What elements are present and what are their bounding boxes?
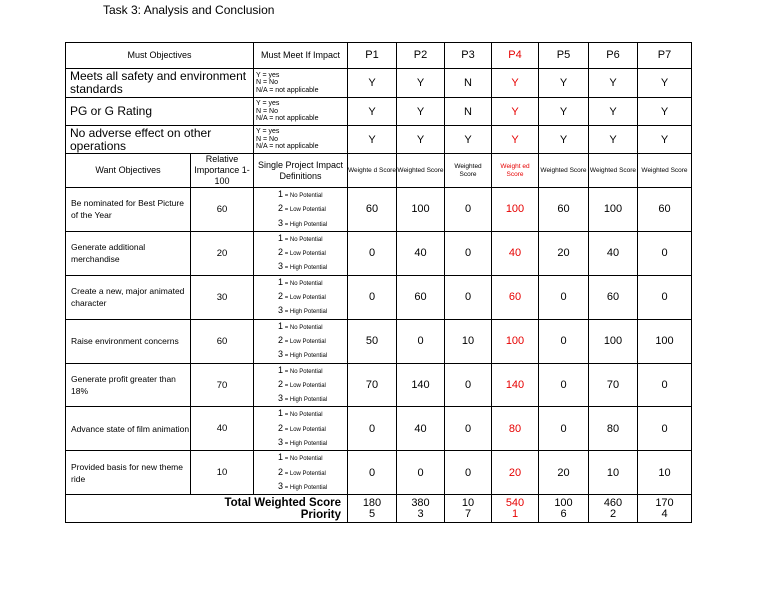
legend-line: N = No bbox=[256, 107, 278, 115]
weighted-score-value: 60 bbox=[492, 275, 539, 319]
impact-definition: 2 = Low Potential bbox=[278, 203, 326, 214]
legend-line: N = No bbox=[256, 135, 278, 143]
weighted-score-header: Weighted Score bbox=[589, 154, 638, 188]
impact-definitions bbox=[254, 363, 348, 407]
weighted-score-header: Weighte d Score bbox=[348, 154, 397, 188]
impact-definition: 1 = No Potential bbox=[278, 364, 323, 375]
impact-definition: 1 = No Potential bbox=[278, 320, 323, 331]
impact-definitions bbox=[254, 319, 348, 363]
totals-labels bbox=[66, 495, 348, 523]
relative-importance-value: 40 bbox=[191, 407, 254, 451]
impact-definition: 1 = No Potential bbox=[278, 408, 323, 419]
weighted-score-value: 0 bbox=[638, 275, 692, 319]
weighted-score-header: Weight ed Score bbox=[492, 154, 539, 188]
must-value: Y bbox=[492, 98, 539, 126]
must-header-row bbox=[66, 43, 692, 69]
total-score-value: 460 bbox=[603, 496, 623, 509]
must-value: Y bbox=[589, 69, 638, 98]
weighted-score-value: 40 bbox=[397, 407, 445, 451]
must-value: Y bbox=[348, 126, 397, 154]
weighted-score-value: 0 bbox=[445, 275, 492, 319]
weighted-score-value: 60 bbox=[539, 188, 589, 232]
weighted-score-value: 0 bbox=[638, 363, 692, 407]
must-objective-label: Meets all safety and environment standards bbox=[66, 69, 254, 98]
impact-definition: 3 = High Potential bbox=[278, 349, 328, 360]
weighted-score-value: 100 bbox=[397, 188, 445, 232]
want-objective-label: Generate additional merchandise bbox=[66, 231, 191, 275]
impact-definition: 2 = Low Potential bbox=[278, 291, 326, 302]
want-objective-label: Be nominated for Best Picture of the Year bbox=[66, 188, 191, 232]
weighted-score-value: 0 bbox=[638, 231, 692, 275]
impact-definitions bbox=[254, 407, 348, 451]
project-totals bbox=[589, 495, 638, 523]
want-header-row bbox=[66, 154, 692, 188]
weighted-score-value: 0 bbox=[397, 451, 445, 495]
want-row bbox=[66, 275, 692, 319]
must-value: Y bbox=[397, 98, 445, 126]
must-value: Y bbox=[348, 69, 397, 98]
priority-value: 4 bbox=[661, 507, 668, 520]
want-objective-label: Generate profit greater than 18% bbox=[66, 363, 191, 407]
priority-value: 3 bbox=[417, 507, 424, 520]
priority-label: Priority bbox=[300, 508, 341, 521]
weighted-score-value: 60 bbox=[638, 188, 692, 232]
weighted-score-value: 100 bbox=[492, 319, 539, 363]
weighted-score-header: Weighted Score bbox=[445, 154, 492, 188]
project-totals bbox=[397, 495, 445, 523]
weighted-score-value: 100 bbox=[492, 188, 539, 232]
weighted-score-value: 0 bbox=[445, 363, 492, 407]
priority-value: 6 bbox=[560, 507, 567, 520]
priority-value: 2 bbox=[609, 507, 617, 520]
impact-definition: 3 = High Potential bbox=[278, 437, 328, 448]
weighted-score-value: 0 bbox=[445, 451, 492, 495]
weighted-score-value: 140 bbox=[397, 363, 445, 407]
weighted-score-value: 100 bbox=[589, 319, 638, 363]
project-totals bbox=[492, 495, 539, 523]
relative-importance-value: 70 bbox=[191, 363, 254, 407]
legend-line: N/A = not applicable bbox=[256, 86, 319, 94]
impact-definitions bbox=[254, 451, 348, 495]
project-header: P5 bbox=[539, 43, 589, 69]
must-value: Y bbox=[539, 126, 589, 154]
relative-importance-value: 30 bbox=[191, 275, 254, 319]
total-score-value: 540 bbox=[505, 496, 525, 509]
total-score-value: 180 bbox=[362, 496, 382, 509]
weighted-score-value: 20 bbox=[492, 451, 539, 495]
weighted-score-value: 40 bbox=[492, 231, 539, 275]
must-value: Y bbox=[445, 126, 492, 154]
priority-value: 1 bbox=[511, 507, 519, 520]
want-objective-label: Provided basis for new theme ride bbox=[66, 451, 191, 495]
relative-importance-value: 20 bbox=[191, 231, 254, 275]
impact-definitions bbox=[254, 275, 348, 319]
impact-definition: 2 = Low Potential bbox=[278, 334, 326, 345]
weighted-score-value: 0 bbox=[539, 363, 589, 407]
weighted-score-value: 0 bbox=[348, 275, 397, 319]
weighted-score-value: 140 bbox=[492, 363, 539, 407]
weighted-score-value: 0 bbox=[445, 188, 492, 232]
project-header: P7 bbox=[638, 43, 692, 69]
project-header: P6 bbox=[589, 43, 638, 69]
want-row bbox=[66, 231, 692, 275]
impact-definition: 1 = No Potential bbox=[278, 232, 323, 243]
weighted-score-value: 10 bbox=[445, 319, 492, 363]
impact-definition: 2 = Low Potential bbox=[278, 247, 326, 258]
legend-line: N/A = not applicable bbox=[256, 143, 319, 151]
want-row bbox=[66, 363, 692, 407]
weighted-score-value: 10 bbox=[638, 451, 692, 495]
must-value: Y bbox=[492, 126, 539, 154]
yes-no-legend bbox=[254, 69, 348, 98]
impact-definition: 2 = Low Potential bbox=[278, 378, 326, 389]
must-objective-label: PG or G Rating bbox=[66, 98, 254, 126]
weighted-score-value: 100 bbox=[638, 319, 692, 363]
impact-definitions bbox=[254, 231, 348, 275]
impact-definition: 3 = High Potential bbox=[278, 217, 328, 228]
legend-line: Y = yes bbox=[256, 100, 280, 108]
weighted-score-value: 0 bbox=[445, 231, 492, 275]
must-meet-if-impact-header: Must Meet If Impact bbox=[254, 43, 348, 69]
weighted-score-value: 0 bbox=[348, 407, 397, 451]
impact-definition: 3 = High Potential bbox=[278, 261, 328, 272]
weighted-score-value: 60 bbox=[397, 275, 445, 319]
project-header: P3 bbox=[445, 43, 492, 69]
impact-definition: 2 = Low Potential bbox=[278, 422, 326, 433]
want-row bbox=[66, 188, 692, 232]
must-objectives-header: Must Objectives bbox=[66, 43, 254, 69]
weighted-score-value: 50 bbox=[348, 319, 397, 363]
weighted-score-value: 40 bbox=[397, 231, 445, 275]
total-score-value: 380 bbox=[411, 496, 430, 509]
impact-definition: 1 = No Potential bbox=[278, 276, 323, 287]
must-value: Y bbox=[589, 98, 638, 126]
weighted-score-value: 80 bbox=[589, 407, 638, 451]
must-value: Y bbox=[589, 126, 638, 154]
weighted-score-value: 100 bbox=[589, 188, 638, 232]
project-totals bbox=[445, 495, 492, 523]
want-objective-label: Advance state of film animation bbox=[66, 407, 191, 451]
yes-no-legend bbox=[254, 98, 348, 126]
weighted-score-value: 60 bbox=[589, 275, 638, 319]
must-value: N bbox=[445, 69, 492, 98]
legend-line: N = No bbox=[256, 79, 278, 87]
priority-value: 7 bbox=[464, 507, 472, 520]
project-totals bbox=[348, 495, 397, 523]
weighted-score-header: Weighted Score bbox=[638, 154, 692, 188]
must-value: Y bbox=[638, 98, 692, 126]
legend-line: N/A = not applicable bbox=[256, 115, 319, 123]
must-value: Y bbox=[397, 69, 445, 98]
weighted-score-value: 0 bbox=[539, 319, 589, 363]
want-row bbox=[66, 407, 692, 451]
must-value: N bbox=[445, 98, 492, 126]
want-row bbox=[66, 319, 692, 363]
decision-matrix-table bbox=[65, 42, 692, 523]
relative-importance-value: 60 bbox=[191, 319, 254, 363]
total-score-value: 10 bbox=[461, 496, 475, 509]
priority-value: 5 bbox=[368, 507, 376, 520]
weighted-score-value: 20 bbox=[539, 451, 589, 495]
totals-row bbox=[66, 495, 692, 523]
weighted-score-value: 0 bbox=[348, 231, 397, 275]
weighted-score-value: 80 bbox=[492, 407, 539, 451]
must-value: Y bbox=[348, 98, 397, 126]
relative-importance-value: 60 bbox=[191, 188, 254, 232]
weighted-score-value: 60 bbox=[348, 188, 397, 232]
impact-definition: 3 = High Potential bbox=[278, 480, 328, 491]
project-totals bbox=[638, 495, 692, 523]
must-objective-label: No adverse effect on other operations bbox=[66, 126, 254, 154]
impact-definition: 1 = No Potential bbox=[278, 189, 323, 199]
weighted-score-value: 0 bbox=[397, 319, 445, 363]
weighted-score-value: 0 bbox=[539, 275, 589, 319]
want-objectives-header: Want Objectives bbox=[66, 154, 191, 188]
project-header: P4 bbox=[492, 43, 539, 69]
must-value: Y bbox=[539, 98, 589, 126]
must-value: Y bbox=[397, 126, 445, 154]
impact-definition: 3 = High Potential bbox=[278, 393, 328, 404]
total-score-value: 170 bbox=[655, 496, 674, 509]
must-value: Y bbox=[638, 69, 692, 98]
want-objective-label: Create a new, major animated character bbox=[66, 275, 191, 319]
weighted-score-header: Weighted Score bbox=[397, 154, 445, 188]
legend-line: Y = yes bbox=[256, 128, 280, 136]
must-value: Y bbox=[492, 69, 539, 98]
must-row bbox=[66, 69, 692, 98]
project-totals bbox=[539, 495, 589, 523]
page-heading: Task 3: Analysis and Conclusion bbox=[103, 3, 275, 17]
total-weighted-score-label: Total Weighted Score bbox=[224, 496, 341, 509]
impact-definitions bbox=[254, 188, 348, 232]
legend-line: Y = yes bbox=[256, 71, 280, 79]
yes-no-legend bbox=[254, 126, 348, 154]
weighted-score-value: 0 bbox=[638, 407, 692, 451]
impact-definition: 1 = No Potential bbox=[278, 452, 323, 463]
impact-definitions-header: Single Project Impact Definitions bbox=[254, 154, 348, 188]
must-row bbox=[66, 98, 692, 126]
weighted-score-value: 0 bbox=[539, 407, 589, 451]
weighted-score-value: 10 bbox=[589, 451, 638, 495]
weighted-score-header: Weighted Score bbox=[539, 154, 589, 188]
must-value: Y bbox=[539, 69, 589, 98]
relative-importance-header: Relative Importance 1-100 bbox=[191, 154, 254, 188]
relative-importance-value: 10 bbox=[191, 451, 254, 495]
must-row bbox=[66, 126, 692, 154]
want-objective-label: Raise environment concerns bbox=[66, 319, 191, 363]
impact-definition: 3 = High Potential bbox=[278, 305, 328, 316]
weighted-score-value: 70 bbox=[348, 363, 397, 407]
weighted-score-value: 0 bbox=[348, 451, 397, 495]
weighted-score-value: 20 bbox=[539, 231, 589, 275]
must-value: Y bbox=[638, 126, 692, 154]
weighted-score-value: 40 bbox=[589, 231, 638, 275]
impact-definition: 2 = Low Potential bbox=[278, 466, 326, 477]
project-header: P2 bbox=[397, 43, 445, 69]
project-header: P1 bbox=[348, 43, 397, 69]
weighted-score-value: 70 bbox=[589, 363, 638, 407]
weighted-score-value: 0 bbox=[445, 407, 492, 451]
want-row bbox=[66, 451, 692, 495]
total-score-value: 100 bbox=[554, 496, 573, 509]
